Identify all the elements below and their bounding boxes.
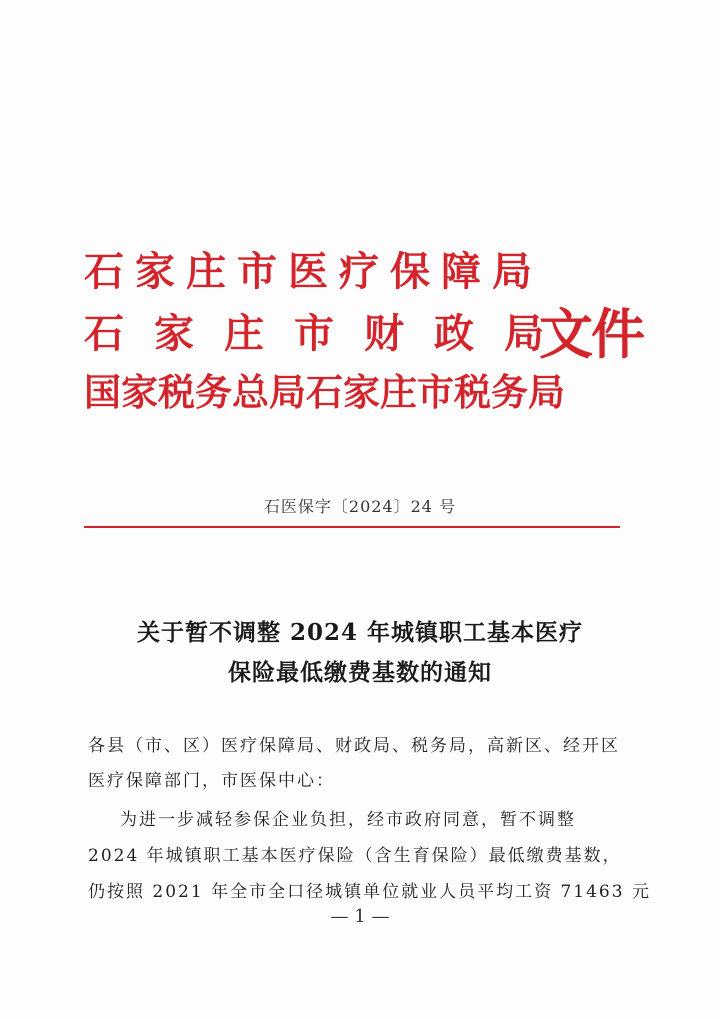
document-header — [84, 240, 644, 420]
body-paragraph-line-2: 2024 年城镇职工基本医疗保险（含生育保险）最低缴费基数， — [88, 846, 622, 866]
issuer-finance-bureau: 石家庄市财政局 — [84, 310, 574, 357]
red-divider-line — [84, 526, 620, 528]
issuer-medical-security-bureau: 石家庄市医疗保障局 — [84, 248, 543, 295]
page-number: — 1 — — [330, 906, 390, 927]
body-paragraph-line-1: 为进一步减轻参保企业负担，经市政府同意，暂不调整 — [120, 810, 576, 830]
addressee-line-2: 医疗保障部门，市医保中心： — [88, 771, 335, 791]
document-number: 石医保字〔2024〕24 号 — [263, 497, 457, 516]
document-title-line-2: 保险最低缴费基数的通知 — [228, 659, 492, 686]
addressee-line-1: 各县（市、区）医疗保障局、财政局、税务局，高新区、经开区 — [88, 736, 620, 756]
document-type-word: 文件 — [539, 302, 643, 366]
document-title-line-1: 关于暂不调整 2024 年城镇职工基本医疗 — [136, 619, 584, 646]
body-paragraph-line-3: 仍按照 2021 年全市全口径城镇单位就业人员平均工资 71463 元 — [88, 882, 651, 902]
issuer-tax-bureau: 国家税务总局石家庄市税务局 — [84, 370, 565, 414]
